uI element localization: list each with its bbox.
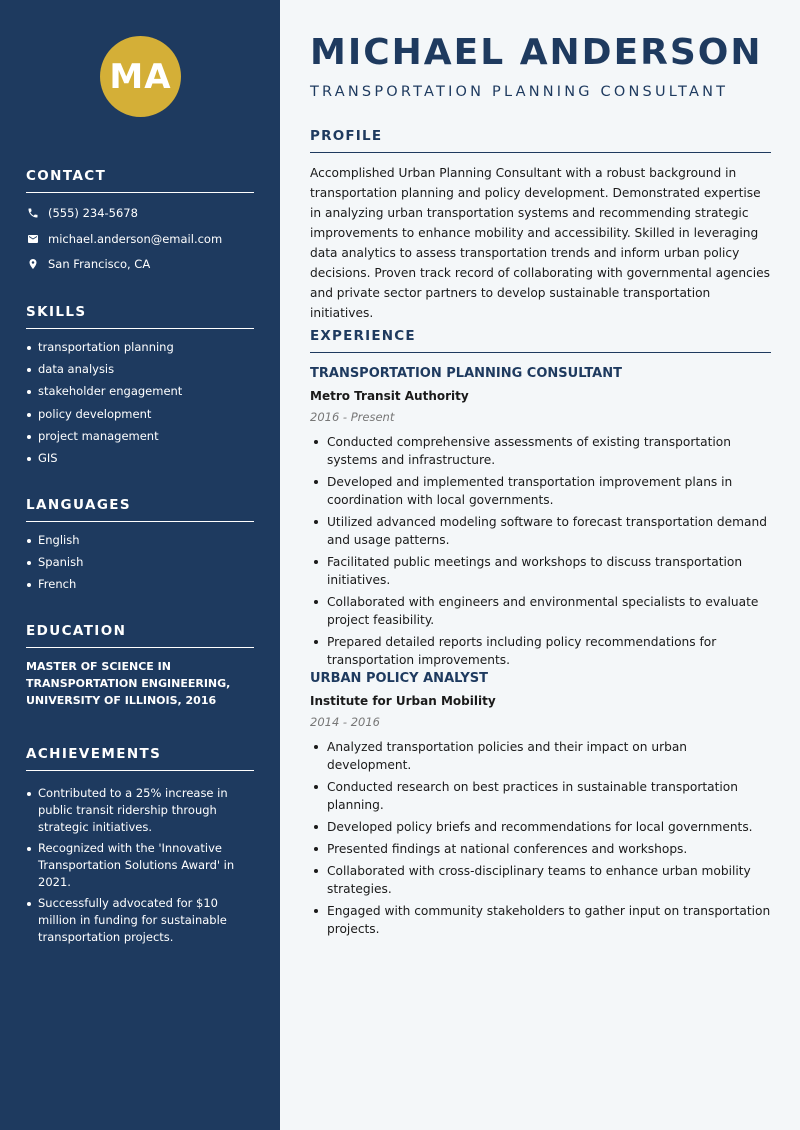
achievements-heading: ACHIEVEMENTS <box>26 746 254 771</box>
job-bullet: Developed policy briefs and recommendations for local governments. <box>310 818 771 836</box>
education-section <box>26 623 254 709</box>
language-item: Spanish <box>26 554 254 571</box>
experience-entry <box>310 365 771 673</box>
experience-entry <box>310 670 771 942</box>
email-icon <box>26 232 40 246</box>
achievements-list <box>26 785 254 946</box>
job-dates: 2016 - Present <box>310 410 395 424</box>
contact-phone <box>26 203 254 223</box>
languages-heading: LANGUAGES <box>26 497 254 522</box>
monogram-avatar: MA <box>100 36 181 117</box>
education-heading: EDUCATION <box>26 623 254 648</box>
job-bullets <box>310 433 771 669</box>
skill-item: transportation planning <box>26 339 254 356</box>
job-bullet: Developed and implemented transportation improvement plans in coordination with local governments. <box>310 473 771 509</box>
skill-item: stakeholder engagement <box>26 383 254 400</box>
job-bullet: Conducted research on best practices in sustainable transportation planning. <box>310 778 771 814</box>
contact-phone-text: (555) 234-5678 <box>48 206 138 220</box>
languages-list <box>26 532 254 593</box>
achievement-item: Successfully advocated for $10 million in funding for sustainable transportation projects. <box>26 895 254 946</box>
skills-list <box>26 339 254 467</box>
candidate-name: MICHAEL ANDERSON <box>310 32 763 73</box>
skills-heading: SKILLS <box>26 304 254 329</box>
contact-heading: CONTACT <box>26 168 254 193</box>
job-bullets <box>310 738 771 938</box>
job-company: Institute for Urban Mobility <box>310 694 496 708</box>
experience-heading: EXPERIENCE <box>310 328 771 353</box>
skill-item: GIS <box>26 450 254 467</box>
language-item: French <box>26 576 254 593</box>
contact-location <box>26 254 254 274</box>
job-bullet: Conducted comprehensive assessments of existing transportation systems and infrastructure. <box>310 433 771 469</box>
contact-location-text: San Francisco, CA <box>48 257 151 271</box>
contact-section <box>26 168 254 274</box>
skill-item: data analysis <box>26 361 254 378</box>
skills-section <box>26 304 254 472</box>
job-title-headline: TRANSPORTATION PLANNING CONSULTANT <box>310 84 729 100</box>
education-entry: MASTER OF SCIENCE IN TRANSPORTATION ENGINEERING, UNIVERSITY OF ILLINOIS, 2016 <box>26 660 231 707</box>
location-pin-icon <box>26 257 40 271</box>
achievements-section <box>26 746 254 950</box>
achievement-item: Recognized with the 'Innovative Transportation Solutions Award' in 2021. <box>26 840 254 891</box>
profile-summary: Accomplished Urban Planning Consultant with a robust background in transportation planning and policy development. Demonstrated expertise in analyzing urban transportation systems and recommending strategic improvements to enhance mobility and accessibility. Skilled in leveraging data analytics to assess transportation trends and inform urban policy decisions. Proven track record of collaborating with governmental agencies and private sector partners to develop sustainable transportation initiatives. <box>310 166 770 320</box>
job-bullet: Utilized advanced modeling software to forecast transportation demand and usage patterns. <box>310 513 771 549</box>
job-bullet: Collaborated with cross-disciplinary teams to enhance urban mobility strategies. <box>310 862 771 898</box>
achievement-item: Contributed to a 25% increase in public transit ridership through strategic initiatives. <box>26 785 254 836</box>
contact-email-text: michael.anderson@email.com <box>48 231 223 246</box>
job-dates: 2014 - 2016 <box>310 715 380 729</box>
job-company: Metro Transit Authority <box>310 389 469 403</box>
profile-heading: PROFILE <box>310 128 771 153</box>
job-bullet: Facilitated public meetings and workshops to discuss transportation initiatives. <box>310 553 771 589</box>
phone-icon <box>26 206 40 220</box>
job-title: URBAN POLICY ANALYST <box>310 671 489 686</box>
languages-section <box>26 497 254 599</box>
skill-item: policy development <box>26 406 254 423</box>
job-bullet: Collaborated with engineers and environmental specialists to evaluate project feasibility. <box>310 593 771 629</box>
skill-item: project management <box>26 428 254 445</box>
language-item: English <box>26 532 254 549</box>
job-bullet: Presented findings at national conferences and workshops. <box>310 840 771 858</box>
job-bullet: Analyzed transportation policies and their impact on urban development. <box>310 738 771 774</box>
sidebar <box>0 0 280 1130</box>
job-bullet: Engaged with community stakeholders to gather input on transportation projects. <box>310 902 771 938</box>
job-bullet: Prepared detailed reports including policy recommendations for transportation improvements. <box>310 633 771 669</box>
contact-email <box>26 229 254 249</box>
job-title: TRANSPORTATION PLANNING CONSULTANT <box>310 366 622 381</box>
